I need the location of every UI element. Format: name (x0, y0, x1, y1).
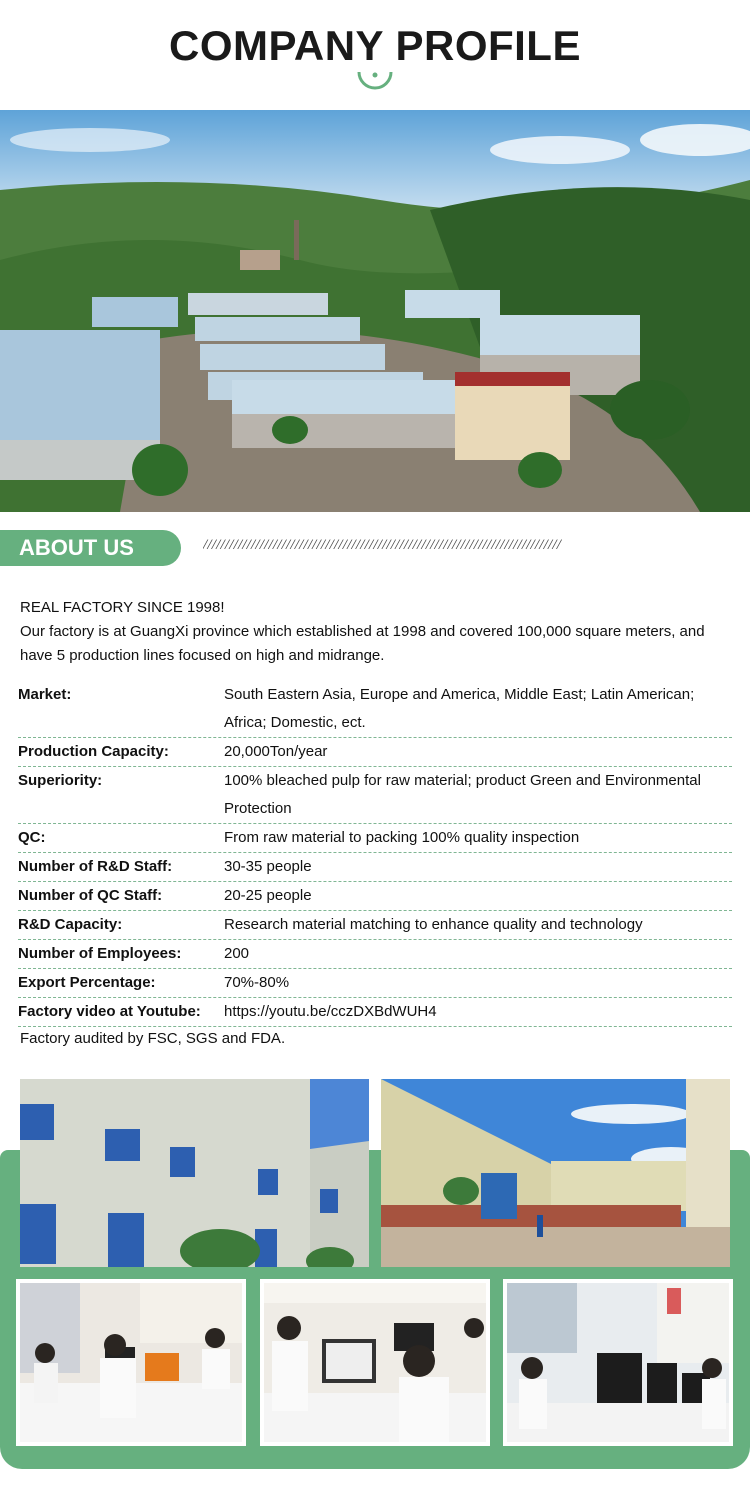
spec-row (18, 767, 732, 824)
title-ornament-icon (357, 66, 393, 92)
spec-label: R&D Capacity: (18, 916, 123, 933)
spec-value: 30-35 people (224, 858, 312, 875)
page-title: COMPANY PROFILE (169, 22, 581, 69)
spec-label: Number of Employees: (18, 945, 182, 962)
decorative-slashes: ////////////////////////////////////////////////////////////////////////////////// (203, 537, 562, 553)
spec-value: 20-25 people (224, 887, 312, 904)
spec-value: 200 (224, 945, 250, 962)
spec-label: Superiority: (18, 772, 103, 789)
office-photo-2 (260, 1279, 490, 1446)
intro-headline: REAL FACTORY SINCE 1998! (20, 599, 225, 616)
spec-row (18, 998, 732, 1027)
spec-row (18, 853, 732, 882)
spec-label: Production Capacity: (18, 743, 169, 760)
spec-row (18, 824, 732, 853)
spec-label: Number of R&D Staff: (18, 858, 173, 875)
factory-aerial-photo (0, 110, 750, 512)
spec-value: Research material matching to enhance quality and technology (224, 916, 643, 933)
spec-row (18, 738, 732, 767)
spec-row (18, 882, 732, 911)
spec-label: Market: (18, 686, 72, 703)
factory-building-photo (20, 1079, 369, 1267)
spec-label: QC: (18, 829, 46, 846)
spec-row (18, 969, 732, 998)
spec-value: 100% bleached pulp for raw material; product Green and Environmental Protection (224, 772, 701, 817)
about-us-tab: ABOUT US (0, 530, 181, 566)
spec-row (18, 940, 732, 969)
office-photo-1 (16, 1279, 246, 1446)
spec-row (18, 911, 732, 940)
spec-row (18, 681, 732, 738)
office-photo-3 (503, 1279, 733, 1446)
intro-description: Our factory is at GuangXi province which established at 1998 and covered 100,000 square meters, and have 5 production lines focused on high and midrange. (20, 623, 705, 664)
spec-label: Export Percentage: (18, 974, 156, 991)
factory-yard-photo (381, 1079, 730, 1267)
youtube-link[interactable]: https://youtu.be/cczDXBdWUH4 (224, 1003, 437, 1020)
spec-table (18, 681, 732, 1027)
spec-value: South Eastern Asia, Europe and America, Middle East; Latin American; Africa; Domestic, ect. (224, 686, 695, 731)
spec-label: Number of QC Staff: (18, 887, 163, 904)
spec-label: Factory video at Youtube: (18, 1003, 201, 1020)
audit-note: Factory audited by FSC, SGS and FDA. (20, 1030, 286, 1047)
spec-value: 20,000Ton/year (224, 743, 328, 760)
spec-value: From raw material to packing 100% quality inspection (224, 829, 580, 846)
intro-text (20, 596, 740, 668)
spec-value: 70%-80% (224, 974, 290, 991)
